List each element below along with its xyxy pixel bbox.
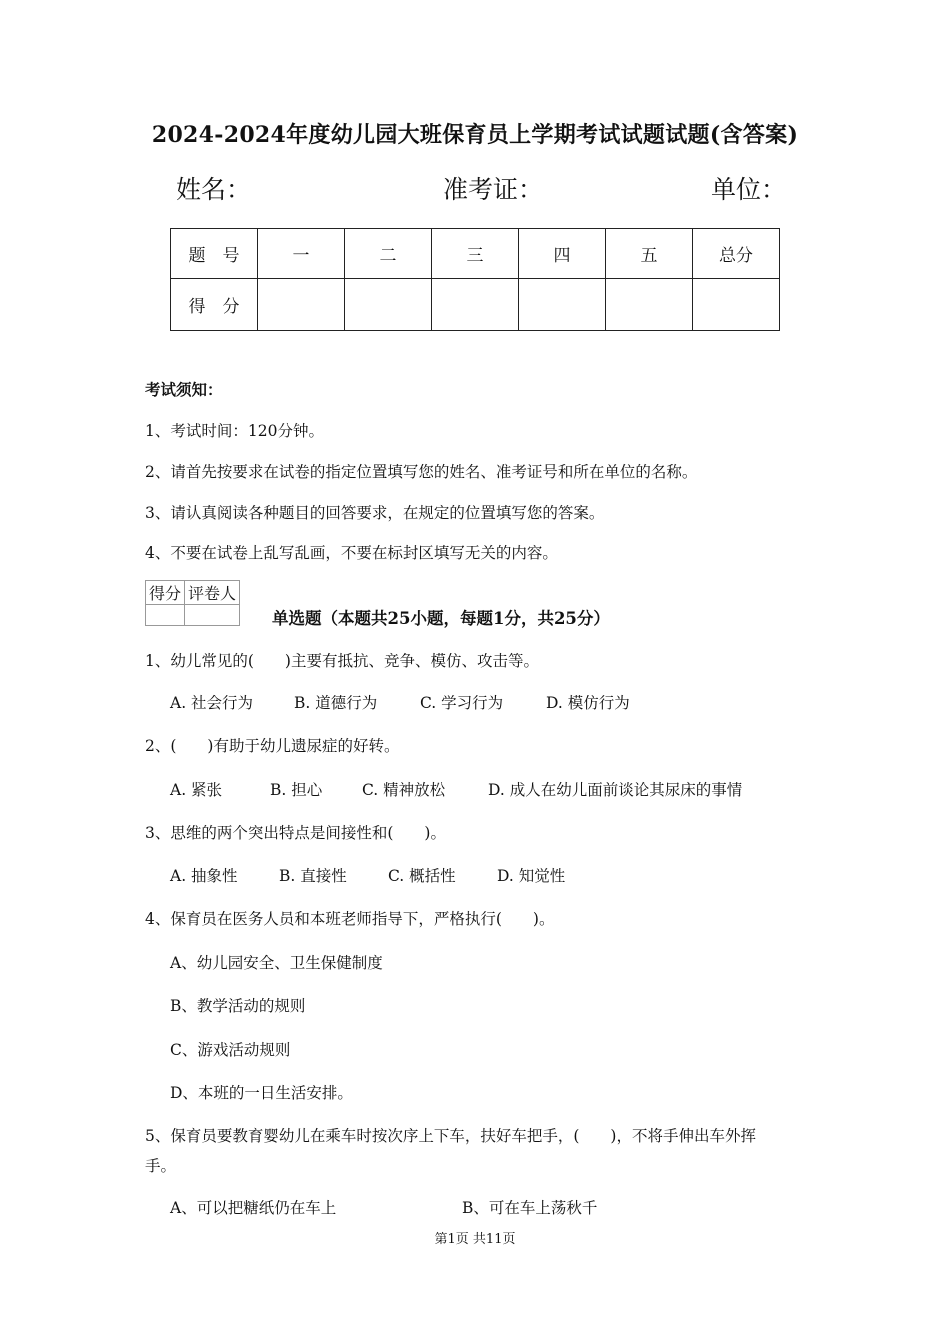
option-a[interactable]: A. 抽象性 (170, 867, 238, 885)
page-title: 2024-2024年度幼儿园大班保育员上学期考试试题试题(含答案) (151, 122, 799, 148)
question-stem: 5、保育员要教育婴幼儿在乘车时按次序上下车，扶好车把手，( )，不将手伸出车外挥 (145, 1127, 756, 1145)
grader-reviewer-cell[interactable] (185, 605, 240, 626)
score-cell[interactable] (519, 279, 606, 331)
grader-score-label: 得分 (146, 581, 185, 605)
question-stem: 2、( )有助于幼儿遗尿症的好转。 (145, 737, 400, 755)
option-c[interactable]: C. 概括性 (388, 867, 456, 885)
score-table-header-row (171, 229, 780, 279)
option-d[interactable]: D. 成人在幼儿面前谈论其尿床的事情 (488, 781, 743, 799)
option-b[interactable]: B. 直接性 (279, 867, 347, 885)
option-c[interactable]: C. 学习行为 (420, 694, 504, 712)
score-table (170, 228, 780, 331)
option-d[interactable]: D、本班的一日生活安排。 (170, 1084, 353, 1102)
grader-box (145, 580, 240, 626)
option-b[interactable]: B、可在车上荡秋千 (462, 1199, 598, 1217)
notice-item: 4、不要在试卷上乱写乱画，不要在标封区填写无关的内容。 (145, 544, 558, 562)
option-a[interactable]: A. 社会行为 (170, 694, 254, 712)
score-table-header-cell: 一 (258, 229, 345, 279)
option-d[interactable]: D. 知觉性 (497, 867, 566, 885)
option-a[interactable]: A、幼儿园安全、卫生保健制度 (170, 954, 383, 972)
score-table-row-label: 得 分 (171, 279, 258, 331)
notice-item: 3、请认真阅读各种题目的回答要求，在规定的位置填写您的答案。 (145, 504, 605, 522)
question-stem: 4、保育员在医务人员和本班老师指导下，严格执行( )。 (145, 910, 555, 928)
page-footer: 第1页 共11页 (434, 1232, 516, 1247)
unit-field-label: 单位： (711, 175, 787, 204)
score-table-score-row (171, 279, 780, 331)
score-cell[interactable] (693, 279, 780, 331)
score-table-header-cell: 五 (606, 229, 693, 279)
option-b[interactable]: B. 道德行为 (294, 694, 378, 712)
grader-score-cell[interactable] (146, 605, 185, 626)
score-table-header-cell: 三 (432, 229, 519, 279)
exam-id-field-label: 准考证： (443, 175, 544, 204)
section-title: 单选题（本题共25小题，每题1分，共25分） (272, 609, 610, 628)
name-field-label: 姓名： (176, 175, 252, 204)
score-cell[interactable] (345, 279, 432, 331)
question-stem-continuation: 手。 (145, 1157, 177, 1175)
notice-item: 2、请首先按要求在试卷的指定位置填写您的姓名、准考证号和所在单位的名称。 (145, 463, 698, 481)
question-stem: 3、思维的两个突出特点是间接性和( )。 (145, 824, 446, 842)
option-a[interactable]: A. 紧张 (170, 781, 223, 799)
score-table-header-label: 题 号 (171, 229, 258, 279)
score-table-header-cell: 二 (345, 229, 432, 279)
score-table-header-cell: 四 (519, 229, 606, 279)
notice-heading: 考试须知： (145, 380, 223, 399)
option-b[interactable]: B. 担心 (270, 781, 323, 799)
question-stem: 1、幼儿常见的( )主要有抵抗、竞争、模仿、攻击等。 (145, 652, 539, 670)
option-d[interactable]: D. 模仿行为 (546, 694, 630, 712)
notice-item: 1、考试时间：120分钟。 (145, 422, 324, 440)
score-cell[interactable] (606, 279, 693, 331)
score-cell[interactable] (258, 279, 345, 331)
option-c[interactable]: C、游戏活动规则 (170, 1041, 291, 1059)
option-c[interactable]: C. 精神放松 (362, 781, 446, 799)
option-b[interactable]: B、教学活动的规则 (170, 997, 306, 1015)
option-a[interactable]: A、可以把糖纸仍在车上 (170, 1199, 337, 1217)
score-table-header-cell: 总分 (693, 229, 780, 279)
score-cell[interactable] (432, 279, 519, 331)
grader-reviewer-label: 评卷人 (185, 581, 240, 605)
